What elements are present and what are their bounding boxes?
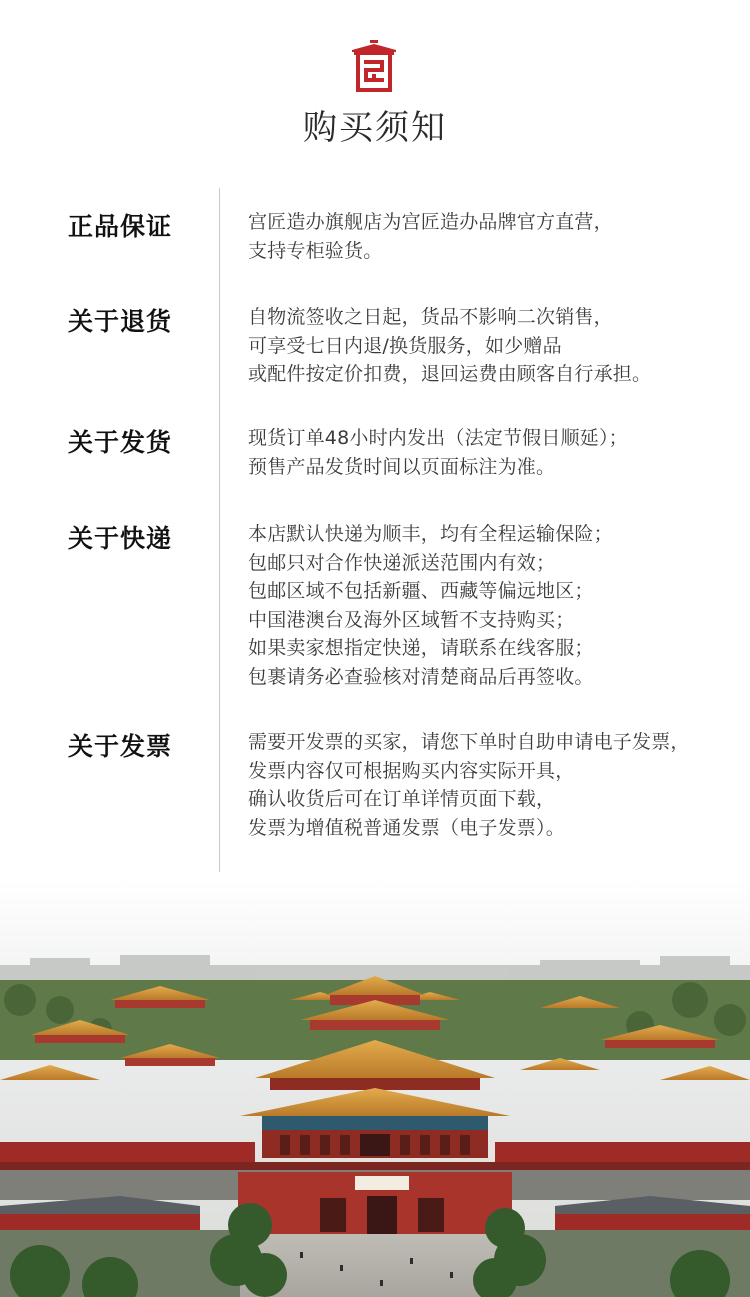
vertical-divider [219,188,220,872]
section-line: 现货订单48小时内发出（法定节假日顺延）； [248,427,628,449]
section-title: 关于发货 [68,428,173,457]
section-line: 包邮区域不包括新疆、西藏等偏远地区； [248,580,594,602]
section-line: 需要开发票的买家，请您下单时自助申请电子发票， [248,731,690,753]
section-line: 可享受七日内退/换货服务，如少赠品 [248,334,562,357]
section-body [248,303,718,389]
section-body [248,424,718,481]
section-line: 如果卖家想指定快递，请联系在线客服； [248,637,594,659]
section-line: 支持专柜验货。 [248,239,383,262]
section-line: 包邮只对合作快递派送范围内有效； [248,551,556,574]
section-line: 本店默认快递为顺丰，均有全程运输保险； [248,523,613,545]
section-body [248,208,718,265]
section-line: 发票内容仅可根据购买内容实际开具， [248,759,575,782]
section-title: 关于退货 [68,307,173,336]
section-line: 发票为增值税普通发票（电子发票）。 [248,816,565,839]
section-line: 预售产品发货时间以页面标注为准。 [248,455,556,478]
section-line: 或配件按定价扣费，退回运费由顾客自行承担。 [248,363,652,385]
palace-seal-logo [350,40,398,92]
section-line: 宫匠造办旗舰店为宫匠造办品牌官方直营， [248,211,613,233]
page-title: 购买须知 [303,108,447,148]
section-body [248,520,718,691]
section-line: 自物流签收之日起，货品不影响二次销售， [248,306,613,328]
section-line: 中国港澳台及海外区域暂不支持购买； [248,608,575,631]
section-line: 包裹请务必查验核对清楚商品后再签收。 [248,665,594,688]
forbidden-city-photo [0,880,750,1297]
section-body [248,728,718,842]
section-title: 关于快递 [68,524,173,553]
section-title: 正品保证 [68,212,173,241]
section-line: 确认收货后可在订单详情页面下载， [248,788,556,810]
section-title: 关于发票 [68,732,173,761]
